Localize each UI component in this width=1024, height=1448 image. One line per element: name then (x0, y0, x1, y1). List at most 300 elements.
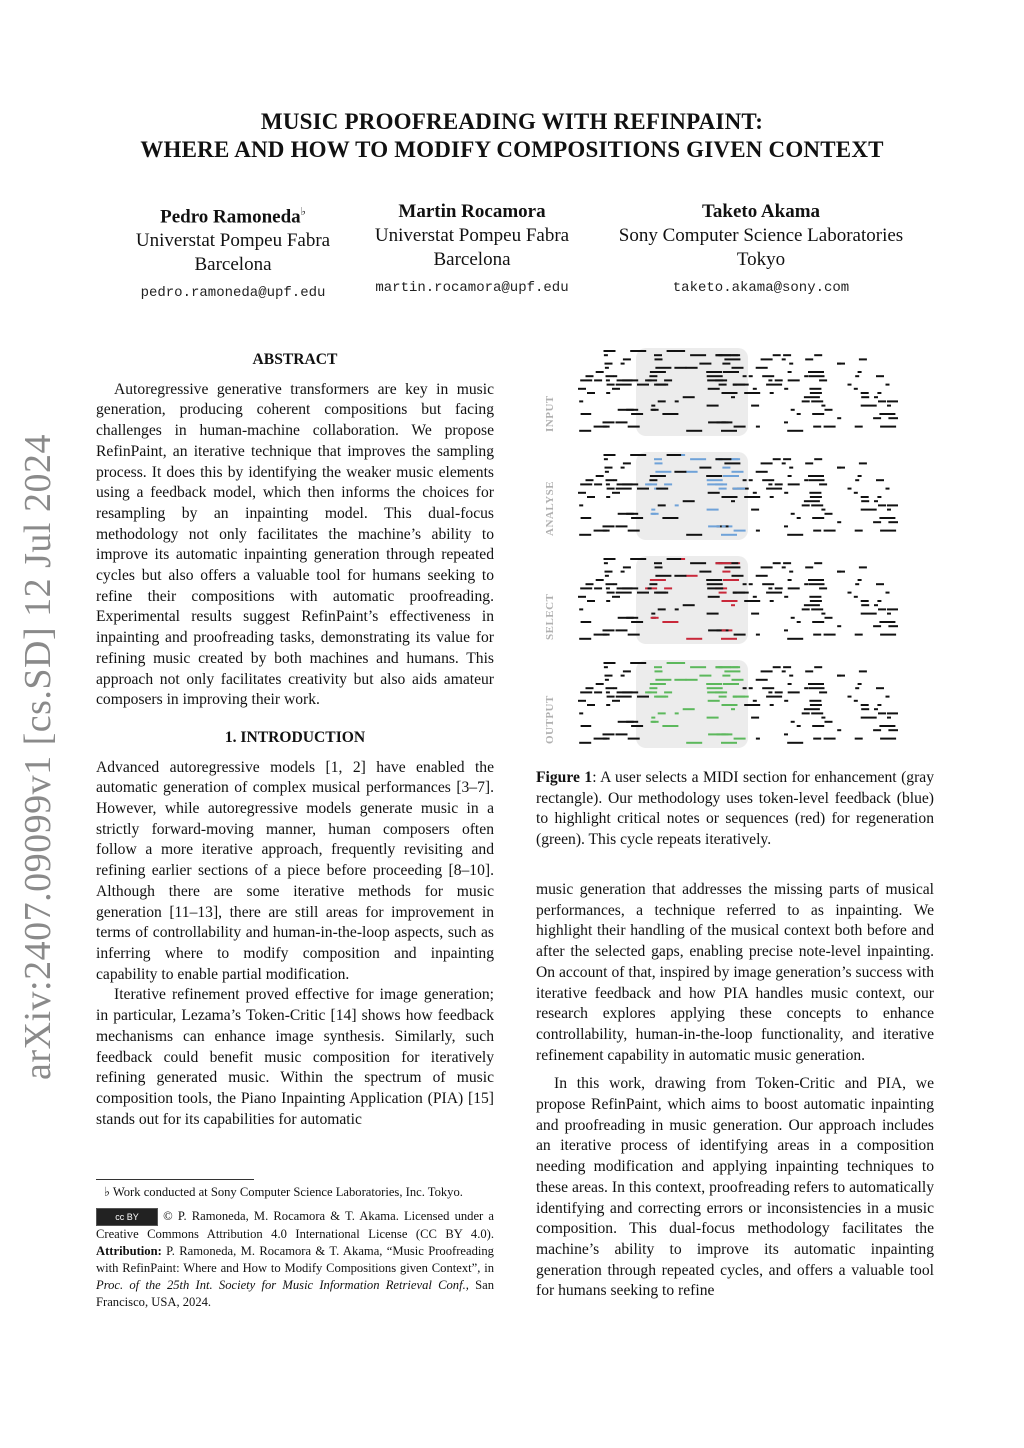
midi-note (805, 566, 813, 568)
midi-note (618, 721, 634, 723)
midi-note (810, 704, 822, 706)
midi-note (811, 400, 823, 402)
author-affiliation: Universtat Pompeu Fabra (135, 230, 331, 252)
midi-note (651, 721, 659, 723)
midi-note (809, 375, 825, 377)
midi-note (594, 379, 602, 381)
midi-note (623, 358, 631, 360)
midi-note (603, 530, 607, 532)
midi-note (732, 679, 744, 681)
panel-label-select: SELECT (544, 593, 556, 640)
midi-note (811, 712, 823, 714)
midi-note (730, 354, 738, 356)
midi-note (768, 379, 772, 381)
midi-note (848, 384, 852, 386)
midi-note (686, 638, 702, 640)
midi-note (873, 625, 881, 627)
midi-note (616, 696, 632, 698)
midi-note (723, 475, 739, 477)
author-city: Barcelona (433, 249, 511, 270)
midi-note (579, 742, 591, 744)
midi-note (658, 400, 666, 402)
midi-note (751, 717, 759, 719)
title-line-2: WHERE AND HOW TO MODIFY COMPOSITIONS GIVEN CONTEXT (140, 137, 884, 162)
midi-note (877, 600, 881, 602)
midi-note (651, 617, 659, 619)
midi-note (723, 371, 739, 373)
midi-note (664, 379, 672, 381)
midi-note (724, 358, 740, 360)
midi-note (724, 670, 740, 672)
midi-note (773, 666, 781, 668)
midi-note (784, 492, 788, 494)
midi-note (873, 729, 881, 731)
midi-note (854, 492, 858, 494)
midi-note (707, 509, 719, 511)
midi-note (722, 392, 738, 394)
midi-note (859, 670, 867, 672)
midi-note (662, 621, 678, 623)
midi-note (887, 712, 898, 714)
midi-note (825, 513, 833, 515)
midi-note (809, 479, 825, 481)
midi-note (734, 530, 746, 532)
midi-note (730, 458, 738, 460)
midi-note (618, 617, 634, 619)
midi-note (874, 396, 878, 398)
midi-note (797, 621, 801, 623)
midi-note (707, 379, 723, 381)
midi-note (809, 492, 821, 494)
midi-note (596, 683, 604, 685)
midi-note (613, 375, 617, 377)
piano-roll-select (558, 552, 898, 644)
midi-note (802, 400, 810, 402)
midi-note (637, 384, 649, 386)
midi-note (804, 375, 808, 377)
midi-note (753, 492, 757, 494)
midi-note (604, 354, 608, 356)
midi-note (787, 430, 803, 432)
intro-paragraph-2: Iterative refinement proved effective for image generation; in particular, Lezama’s Token-Critic [14] shows how feedback mechanisms can enhance image synthesis. Similarly, such feedback could benefit music composition for iteratively refining generated music. Within the spectrum of music composition tools, the Piano Inpainting Application (PIA) [15] stands out for its capabilities for automatic (96, 986, 494, 1128)
midi-note (706, 371, 722, 373)
piano-roll-input (558, 344, 898, 436)
midi-note (768, 483, 772, 485)
midi-note (749, 375, 753, 377)
midi-note (813, 530, 821, 532)
midi-note (662, 413, 678, 415)
midi-note (879, 725, 895, 727)
midi-note (825, 721, 833, 723)
midi-note (618, 409, 634, 411)
intro-paragraph-1: Advanced autoregressive models [1, 2] have enabled the automatic generation of complex musical performances [3–7]. However, while autoregressive models generate music in a strictly forward-moving manner, human composers often follow a more iterative approach, frequently revisiting and refining earlier sections of a piece before proceeding [8–10]. Although there are some iterative methods for music generation [11–13], there are still areas for improvement in terms of controllability and human-in-the-loop aspects, such as inferring where to modify composition and inpainting capability to enable partial modification. (96, 758, 494, 983)
midi-note (622, 691, 638, 693)
midi-note (724, 462, 740, 464)
midi-note (813, 426, 821, 428)
midi-note (586, 583, 594, 585)
midi-note (651, 405, 655, 407)
midi-note (708, 700, 720, 702)
midi-note (789, 571, 793, 573)
midi-note (812, 413, 824, 415)
midi-note (604, 458, 608, 460)
midi-note (686, 367, 698, 369)
intro-paragraph-3: music generation that addresses the missing parts of musical performances, a technique referred to as inpainting. We highlight their handling of the musical context both before and after the selected gaps, enabling precise note-level inpainting. On account of that, inspired by image generation’s success with iterative feedback and how PIA handles music context, our research explores applying these concepts to enhance controllability, human-in-the-loop functionality, and iterative refinement capability in automatic music generation. (536, 881, 934, 1064)
midi-note (579, 712, 583, 714)
midi-note (656, 488, 668, 490)
midi-note (623, 566, 631, 568)
midi-note (706, 579, 722, 581)
license-text-1: © P. Ramoneda, M. Rocamora & T. Akama. Licensed under a Creative Commons Attribution 4.0 International License (CC BY 4.0). (96, 1209, 494, 1242)
midi-note (804, 708, 820, 710)
midi-note (825, 409, 833, 411)
midi-note (859, 566, 867, 568)
midi-note (628, 738, 640, 740)
midi-note (805, 670, 813, 672)
midi-note (783, 354, 791, 356)
midi-note (879, 621, 895, 623)
midi-note (630, 454, 646, 456)
midi-note (761, 566, 773, 568)
midi-note (877, 704, 881, 706)
midi-note (768, 587, 772, 589)
midi-note (805, 462, 813, 464)
midi-note (837, 521, 841, 523)
midi-note (708, 492, 720, 494)
midi-note (605, 679, 609, 681)
midi-note (788, 683, 792, 685)
midi-note (637, 488, 649, 490)
midi-note (655, 367, 671, 369)
midi-note (770, 704, 774, 706)
midi-note (607, 592, 615, 594)
midi-note (751, 405, 759, 407)
midi-note (784, 421, 788, 423)
midi-note (784, 700, 788, 702)
midi-note (664, 691, 672, 693)
midi-note (655, 462, 663, 464)
midi-note (813, 634, 821, 636)
midi-note (773, 458, 781, 460)
midi-note (819, 483, 827, 485)
midi-note (686, 534, 702, 536)
midi-note (594, 483, 602, 485)
midi-note (814, 354, 822, 356)
midi-note (708, 421, 720, 423)
midi-note (814, 458, 822, 460)
paper-title (0, 108, 1024, 164)
midi-note (848, 488, 852, 490)
midi-note (743, 687, 747, 689)
midi-note (603, 634, 607, 636)
abstract-heading: ABSTRACT (252, 351, 338, 368)
midi-note (637, 592, 649, 594)
midi-note (605, 363, 613, 365)
midi-note (612, 700, 620, 702)
midi-note (579, 534, 591, 536)
midi-note (658, 712, 666, 714)
midi-note (744, 704, 760, 706)
midi-note (622, 483, 638, 485)
midi-note (604, 662, 616, 664)
midi-note (858, 371, 862, 373)
midi-note (809, 687, 825, 689)
midi-note (773, 354, 781, 356)
midi-note (770, 392, 774, 394)
midi-note (699, 571, 711, 573)
midi-note (810, 392, 822, 394)
midi-note (784, 388, 788, 390)
midi-note (605, 467, 613, 469)
midi-note (616, 592, 632, 594)
midi-note (583, 621, 591, 623)
midi-note (878, 712, 886, 714)
midi-note (579, 430, 591, 432)
midi-note (809, 596, 821, 598)
midi-note (788, 587, 800, 589)
midi-note (612, 388, 620, 390)
midi-note (848, 592, 852, 594)
author-block-3 (600, 200, 922, 300)
midi-note (805, 358, 813, 360)
panel-label-input: INPUT (544, 395, 556, 432)
midi-note (708, 596, 720, 598)
piano-roll-analyse (558, 448, 898, 540)
license-text-2: P. Ramoneda, M. Rocamora & T. Akama, “Music Proofreading with RefinPaint: Where and How to Modify Compositions given Context”, in (96, 1244, 494, 1276)
midi-note (731, 500, 735, 502)
midi-note (654, 562, 662, 564)
midi-note (775, 483, 783, 485)
midi-note (722, 675, 730, 677)
midi-note (650, 579, 666, 581)
midi-note (732, 575, 744, 577)
midi-note (616, 488, 632, 490)
author-block-1 (122, 200, 344, 305)
author-city: Barcelona (194, 254, 272, 276)
midi-note (722, 571, 730, 573)
midi-note (604, 454, 616, 456)
midi-note (861, 392, 869, 394)
license-text-3: San Francisco, USA, 2024. (96, 1278, 494, 1310)
midi-note (873, 521, 881, 523)
midi-note (743, 583, 747, 585)
midi-note (784, 525, 788, 527)
midi-note (621, 571, 625, 573)
midi-note (708, 733, 720, 735)
midi-note (731, 396, 735, 398)
midi-note (824, 530, 836, 532)
midi-note (809, 700, 821, 702)
midi-note (654, 354, 662, 356)
midi-note (887, 608, 898, 610)
midi-note (651, 717, 655, 719)
midi-note (782, 462, 786, 464)
midi-note (744, 392, 760, 394)
midi-note (707, 483, 723, 485)
midi-note (721, 638, 737, 640)
piano-roll-output (558, 656, 898, 748)
midi-note (788, 691, 800, 693)
midi-note (681, 350, 685, 352)
midi-note (887, 509, 891, 511)
midi-note (722, 600, 738, 602)
midi-note (878, 608, 886, 610)
midi-note (656, 696, 668, 698)
midi-note (797, 517, 801, 519)
midi-note (876, 479, 884, 481)
midi-note (783, 666, 791, 668)
midi-note (802, 504, 810, 506)
midi-note (606, 587, 610, 589)
midi-note (749, 687, 753, 689)
midi-note (578, 700, 586, 702)
midi-note (821, 717, 825, 719)
midi-note (707, 587, 723, 589)
midi-note (606, 479, 614, 481)
midi-note (587, 600, 595, 602)
midi-note (667, 454, 675, 456)
midi-note (782, 566, 786, 568)
midi-note (874, 500, 878, 502)
midi-note (732, 367, 744, 369)
midi-note (583, 725, 591, 727)
footnote-text: Work conducted at Sony Computer Science Laboratories, Inc. Tokyo. (112, 1185, 463, 1199)
midi-note (734, 634, 746, 636)
author-affiliation: Sony Computer Science Laboratories (618, 225, 904, 246)
midi-note (686, 471, 698, 473)
midi-note (874, 708, 878, 710)
midi-note (675, 608, 679, 610)
midi-note (861, 708, 869, 710)
midi-note (649, 687, 657, 689)
midi-note (855, 738, 863, 740)
midi-note (791, 409, 795, 411)
midi-note (715, 666, 731, 668)
midi-note (594, 738, 610, 740)
midi-note (811, 608, 823, 610)
midi-note (837, 467, 845, 469)
midi-note (594, 691, 602, 693)
midi-note (797, 413, 801, 415)
midi-note (888, 417, 898, 419)
midi-note (788, 371, 792, 373)
title-line-1: MUSIC PROOFREADING WITH REFINPAINT: (260, 109, 764, 134)
midi-note (837, 625, 841, 627)
midi-note (762, 479, 774, 481)
midi-note (605, 575, 609, 577)
midi-note (707, 687, 723, 689)
midi-note (733, 384, 745, 386)
midi-note (756, 575, 768, 577)
midi-note (607, 384, 615, 386)
midi-note (730, 562, 738, 564)
midi-note (749, 479, 753, 481)
footnote-rule (96, 1179, 254, 1180)
midi-note (753, 596, 757, 598)
midi-note (606, 704, 610, 706)
midi-note (613, 687, 617, 689)
author-email: martin.rocamora@upf.edu (375, 280, 569, 296)
author-email: taketo.akama@sony.com (672, 280, 850, 296)
midi-note (721, 430, 737, 432)
midi-note (858, 683, 862, 685)
midi-note (886, 592, 890, 594)
midi-note (596, 579, 604, 581)
midi-note (650, 683, 666, 685)
midi-note (683, 604, 695, 606)
midi-note (603, 738, 607, 740)
midi-note (649, 583, 657, 585)
midi-note (631, 413, 643, 415)
midi-note (808, 475, 824, 477)
midi-note (594, 634, 610, 636)
midi-note (821, 405, 825, 407)
midi-note (886, 696, 890, 698)
midi-note (715, 458, 731, 460)
midi-note (724, 566, 740, 568)
midi-note (756, 679, 768, 681)
midi-note (837, 729, 841, 731)
midi-note (675, 712, 679, 714)
caption-text: : A user selects a MIDI section for enhancement (gray rectangle). Our methodology uses token-level feedback (blue) to highlight critical notes or sequences (red) for regeneration (green). This cycle repeats iteratively. (536, 769, 934, 849)
midi-note (809, 388, 821, 390)
midi-note (734, 426, 746, 428)
midi-note (623, 462, 631, 464)
midi-note (877, 392, 881, 394)
author-name: Martin Rocamora (398, 201, 546, 222)
midi-note (706, 683, 722, 685)
midi-note (744, 496, 760, 498)
midi-note (603, 629, 615, 631)
midi-note (631, 725, 643, 727)
midi-note (594, 426, 610, 428)
midi-note (606, 392, 610, 394)
midi-note (837, 363, 845, 365)
left-column (96, 350, 494, 1130)
midi-note (631, 517, 643, 519)
midi-note (594, 587, 602, 589)
midi-note (731, 708, 735, 710)
midi-note (648, 379, 652, 381)
midi-note (743, 375, 747, 377)
midi-note (675, 504, 679, 506)
midi-note (604, 558, 616, 560)
midi-note (789, 363, 793, 365)
footnote (104, 1184, 494, 1201)
midi-note (773, 562, 781, 564)
midi-note (756, 367, 768, 369)
midi-note (734, 738, 746, 740)
midi-note (707, 717, 719, 719)
midi-note (886, 384, 890, 386)
midi-note (658, 608, 666, 610)
midi-note (804, 500, 820, 502)
midi-note (607, 696, 615, 698)
midi-note (606, 687, 614, 689)
midi-note (789, 675, 793, 677)
midi-note (612, 596, 620, 598)
midi-note (655, 670, 663, 672)
intro-heading: 1. INTRODUCTION (224, 728, 366, 746)
midi-note (596, 475, 604, 477)
midi-note (580, 587, 592, 589)
midi-note (708, 525, 720, 527)
midi-note (787, 742, 803, 744)
midi-note (596, 371, 604, 373)
midi-note (637, 696, 649, 698)
midi-note (699, 363, 711, 365)
midi-note (733, 592, 745, 594)
